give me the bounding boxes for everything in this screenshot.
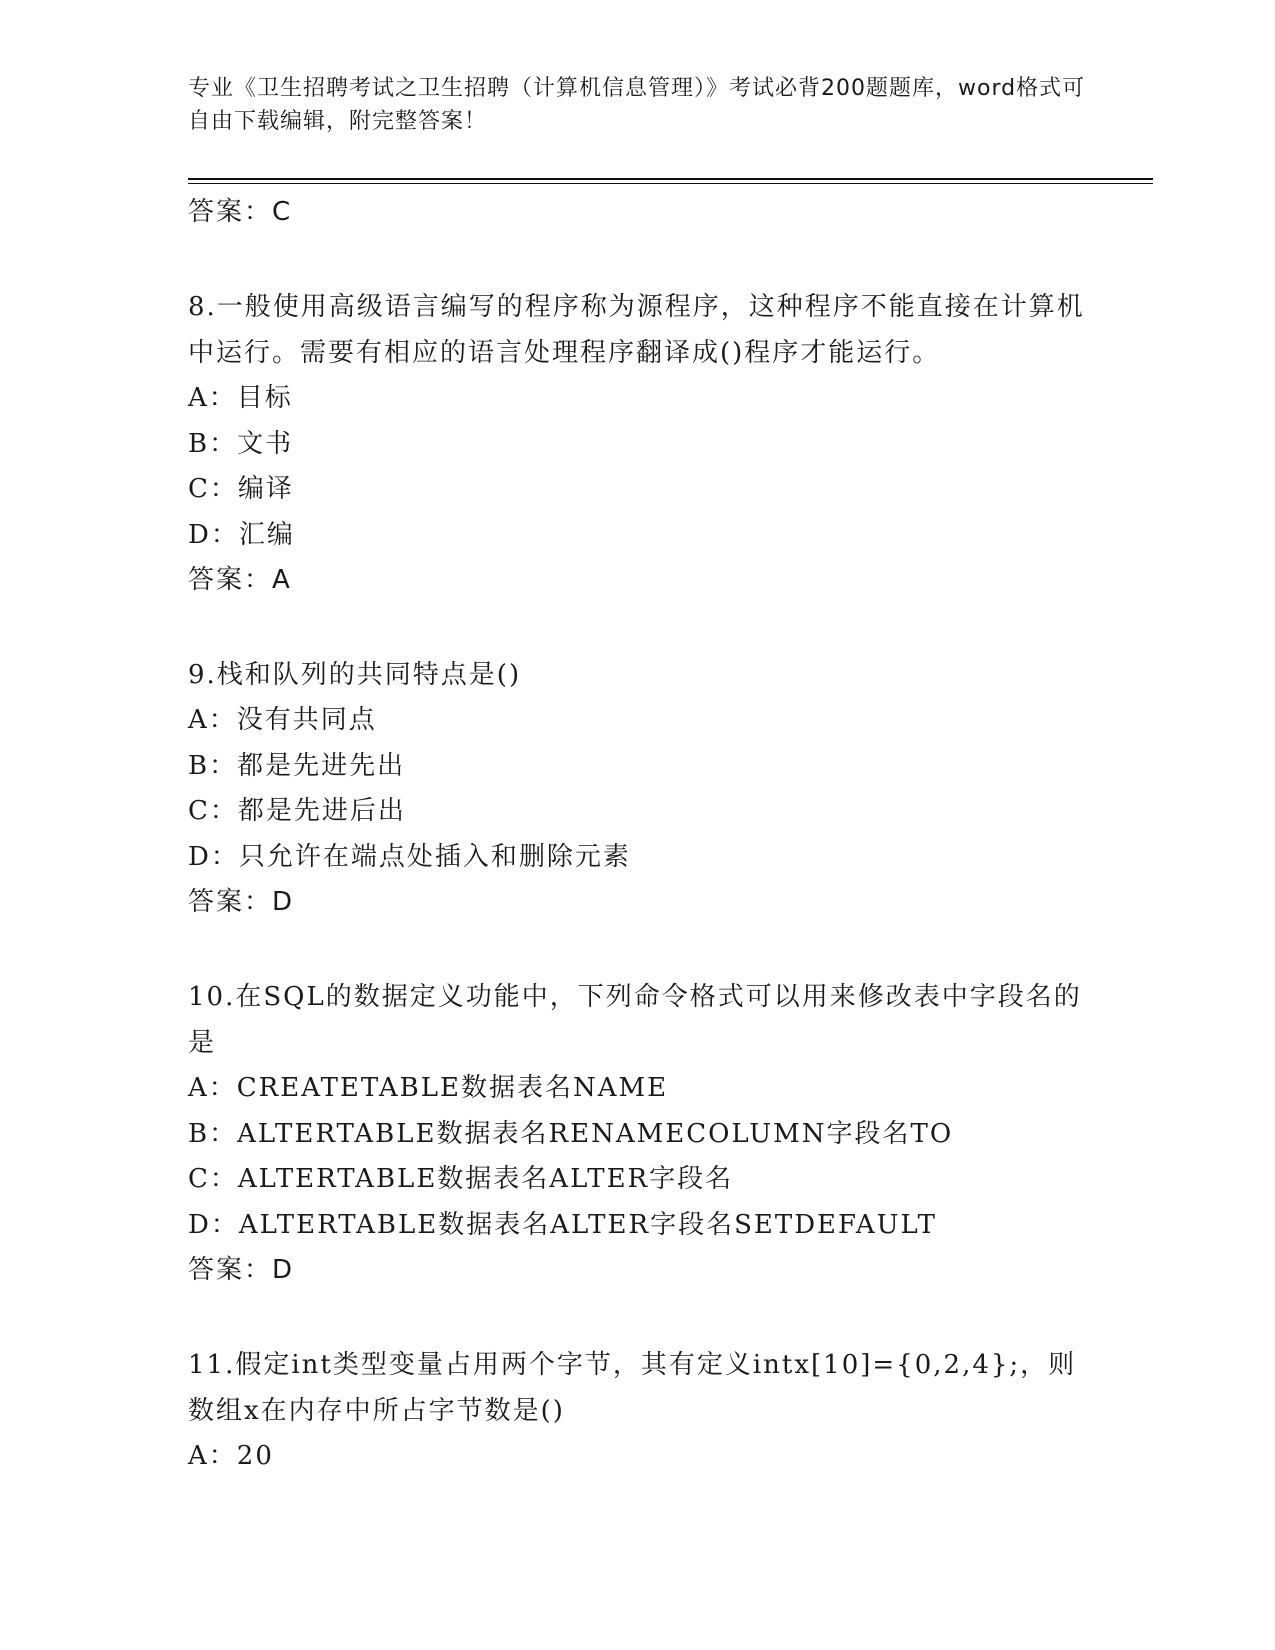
question-11 (188, 1338, 1088, 1480)
answer-line: 答案：D (188, 887, 295, 917)
option-c: C：都是先进后出 (188, 796, 406, 826)
question-stem: 8.一般使用高级语言编写的程序称为源程序，这种程序不能直接在计算机中运行。需要有相应的语言处理程序翻译成()程序才能运行。 (188, 292, 1085, 368)
option-b: B：ALTERTABLE数据表名RENAMECOLUMN字段名TO (188, 1118, 954, 1149)
document-body (188, 190, 1088, 1480)
option-d: D：ALTERTABLE数据表名ALTER字段名SETDEFAULT (188, 1209, 937, 1240)
header-divider (188, 178, 1153, 184)
question-8 (188, 280, 1088, 603)
option-d: D：只允许在端点处插入和删除元素 (188, 841, 631, 872)
question-10 (188, 970, 1088, 1293)
option-c: C：ALTERTABLE数据表名ALTER字段名 (188, 1164, 734, 1194)
question-stem: 10.在SQL的数据定义功能中，下列命令格式可以用来修改表中字段名的是 (188, 982, 1082, 1058)
option-a: A：20 (188, 1441, 274, 1471)
option-a: A：没有共同点 (188, 705, 377, 735)
question-stem: 11.假定int类型变量占用两个字节，其有定义intx[10]={0,2,4};，则数组x在内存中所占字节数是() (188, 1350, 1077, 1426)
option-a: A：CREATETABLE数据表名NAME (188, 1073, 669, 1103)
answer-line: 答案：A (188, 565, 292, 595)
answer-line: 答案：C (188, 197, 293, 227)
option-a: A：目标 (188, 383, 293, 413)
header-text: 专业《卫生招聘考试之卫生招聘（计算机信息管理）》考试必背200题题库，word格式可自由下载编辑，附完整答案！ (188, 76, 1086, 134)
option-c: C：编译 (188, 474, 294, 504)
option-d: D：汇编 (188, 519, 295, 550)
page-header (188, 72, 1088, 138)
question-stem: 9.栈和队列的共同特点是() (188, 660, 522, 690)
question-9 (188, 648, 1088, 925)
answer-line: 答案：D (188, 1255, 295, 1285)
option-b: B：文书 (188, 428, 294, 459)
option-b: B：都是先进先出 (188, 750, 406, 781)
